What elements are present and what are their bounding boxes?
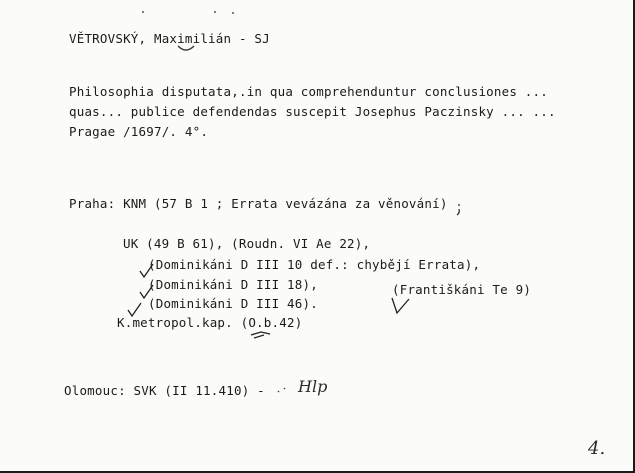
title-line-3: Pragae /1697/. 4°. <box>69 124 209 139</box>
holding-dominikani-46: (Dominikáni D III 46). <box>148 296 318 311</box>
ink-speck <box>232 12 234 14</box>
handwritten-dots <box>276 386 292 394</box>
holding-metropol: K.metropol.kap. (O.b.42) <box>117 315 303 330</box>
check-mark-icon <box>391 297 411 315</box>
title-line-2: quas... publice defendendas suscepit Josephus Paczinsky ... ... <box>69 104 556 119</box>
title-line-1: Philosophia disputata,.in qua comprehenduntur conclusiones ... <box>69 84 548 99</box>
location-praha: Praha: KNM (57 B 1 ; Errata vevázána za věnování) <box>69 196 448 211</box>
holding-uk: UK (49 B 61), (Roudn. VI Ae 22), <box>123 236 371 251</box>
ink-speck <box>142 11 144 13</box>
holding-frantiskani: (Františkáni Te 9) <box>392 282 532 297</box>
handwritten-semicolon <box>454 200 464 216</box>
olomouc-handwritten-note: Hlp <box>298 377 328 396</box>
ink-speck <box>214 11 216 13</box>
holding-dominikani-10: (Dominikáni D III 10 def.: chybějí Errata), <box>148 257 481 272</box>
card-heading: VĚTROVSKÝ, Maximilián - SJ <box>69 31 270 46</box>
corner-mark: 4. <box>588 438 606 459</box>
holding-dominikani-18: (Dominikáni D III 18), <box>148 277 318 292</box>
location-olomouc: Olomouc: SVK (II 11.410) - <box>64 383 273 398</box>
